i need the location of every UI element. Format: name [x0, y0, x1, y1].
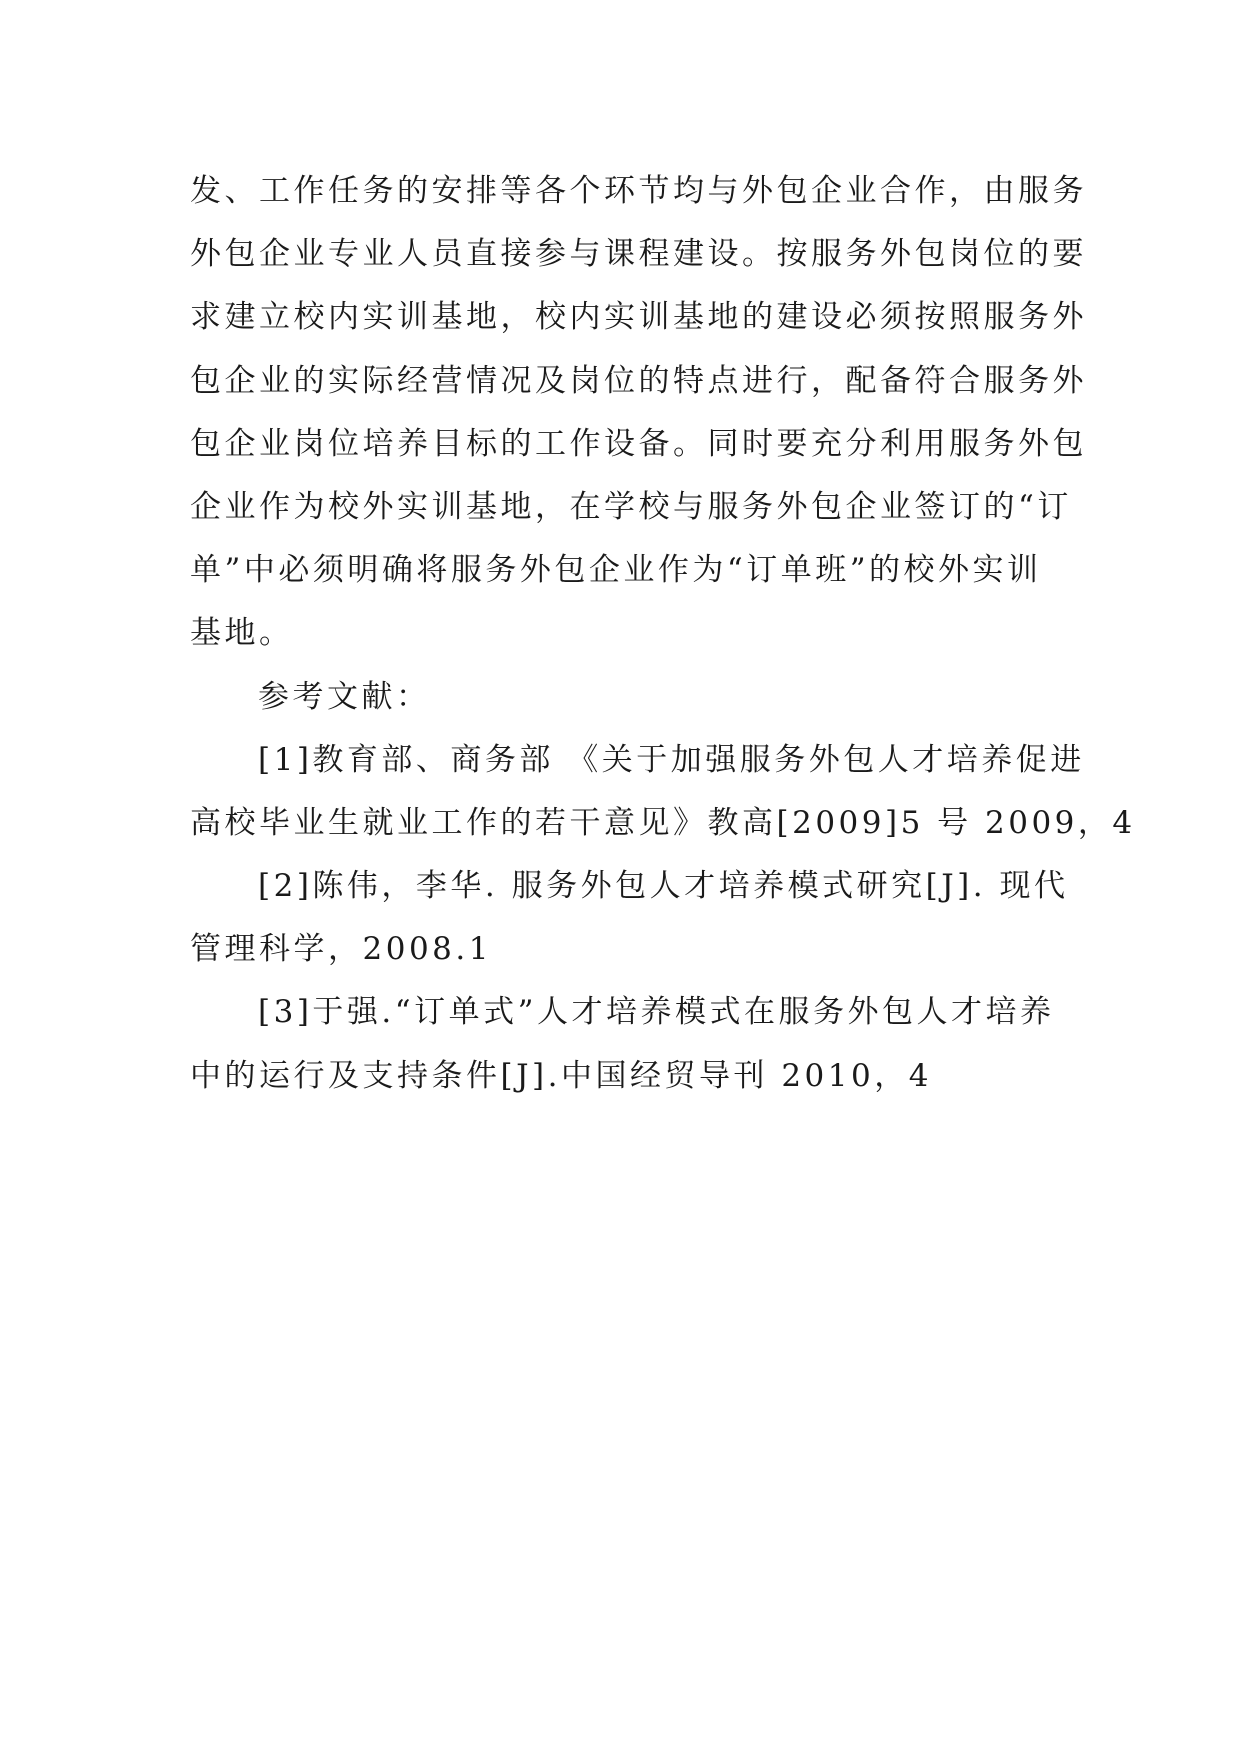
reference-line: 中的运行及支持条件[J].中国经贸导刊 2010，4: [190, 1057, 932, 1094]
reference-item: [190, 981, 1055, 1107]
body-line: 包企业岗位培养目标的工作设备。同时要充分利用服务外包: [190, 425, 1087, 462]
body-line: 发、工作任务的安排等各个环节均与外包企业合作，由服务: [190, 173, 1087, 209]
reference-line: [2]陈伟，李华. 服务外包人才培养模式研究[J]. 现代: [258, 868, 1069, 905]
document-text: [190, 160, 1136, 1108]
body-line: 求建立校内实训基地，校内实训基地的建设必须按照服务外: [190, 299, 1087, 336]
body-line: 包企业的实际经营情况及岗位的特点进行，配备符合服务外: [190, 362, 1087, 399]
reference-line: 高校毕业生就业工作的若干意见》教高[2009]5 号 2009，4: [190, 804, 1136, 841]
reference-item: [190, 729, 1136, 855]
body-line: 基地。: [190, 615, 294, 652]
references-heading: 参考文献：: [258, 678, 431, 715]
reference-item: [190, 855, 1069, 981]
body-line: 外包企业专业人员直接参与课程建设。按服务外包岗位的要: [190, 236, 1087, 273]
body-line: 企业作为校外实训基地，在学校与服务外包企业签订的“订: [190, 488, 1072, 525]
body-line: 单”中必须明确将服务外包企业作为“订单班”的校外实训: [190, 552, 1042, 589]
reference-line: 管理科学，2008.1: [190, 931, 492, 968]
reference-line: [3]于强.“订单式”人才培养模式在服务外包人才培养: [258, 994, 1055, 1031]
reference-line: [1]教育部、商务部 《关于加强服务外包人才培养促进: [258, 741, 1085, 778]
